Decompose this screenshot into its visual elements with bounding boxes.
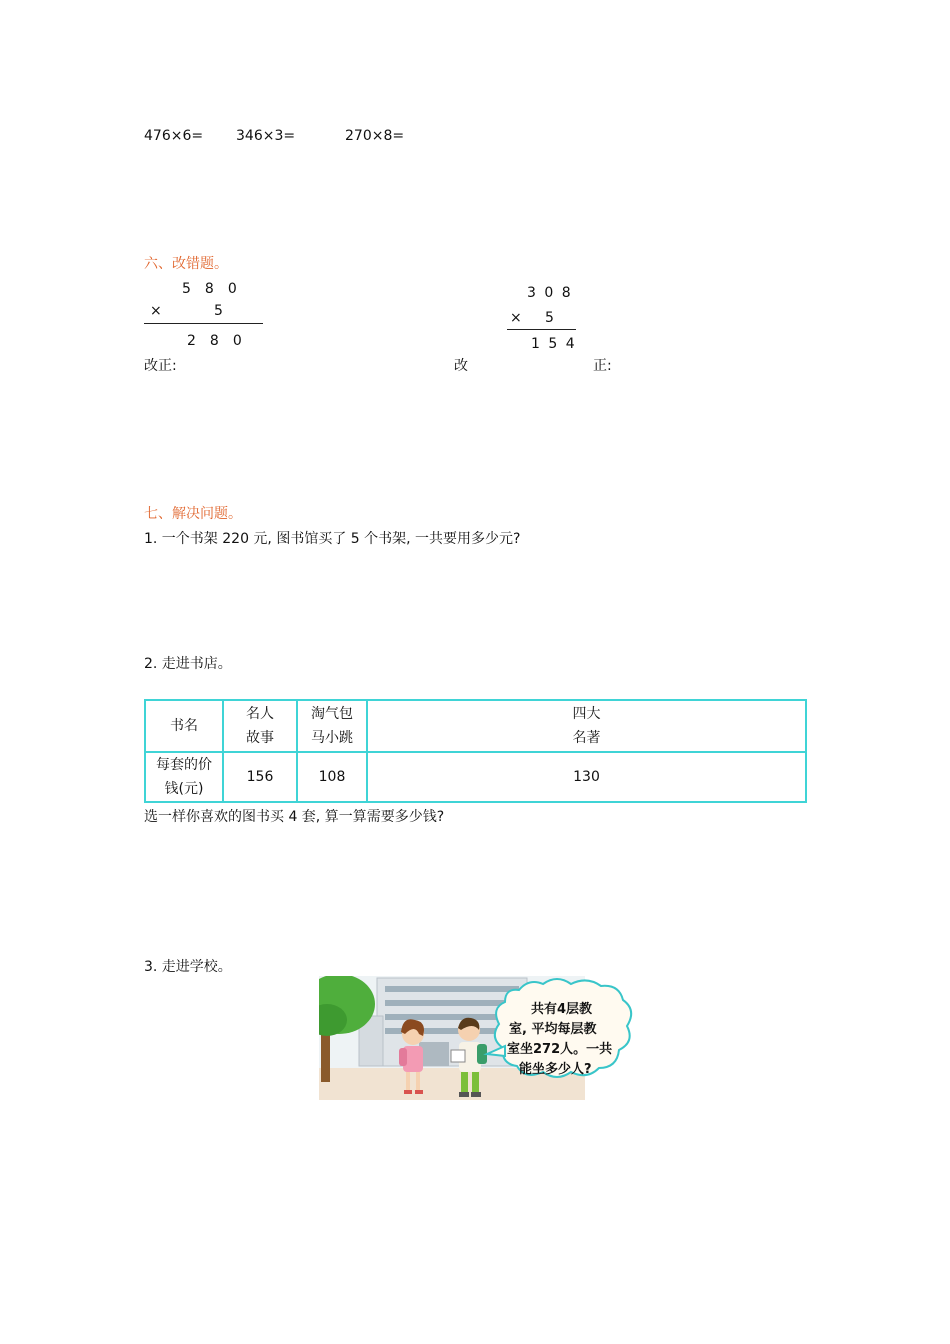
header-col-2 (297, 700, 367, 752)
p2-result: 1 5 4 (531, 336, 577, 352)
header-col-3 (367, 700, 806, 752)
p2-result-line (507, 329, 576, 330)
header-col-1 (223, 700, 297, 752)
p2-multiplier: 5 (545, 310, 554, 326)
row-price-label-line-2: 钱(元) (164, 781, 204, 797)
table-header-row (145, 700, 806, 752)
question-2: 2. 走进书店。 (144, 656, 232, 672)
p1-times-sign: × (150, 303, 162, 319)
header-col-2-line-2: 马小跳 (311, 730, 353, 746)
calc-item-3: 270×8= (345, 128, 405, 144)
header-col-3-line-2: 名著 (572, 730, 601, 746)
p2-times-sign: × (510, 310, 522, 326)
calc-item-2: 346×3= (236, 128, 296, 144)
header-col-1-line-2: 故事 (246, 730, 274, 746)
price-col-2: 108 (297, 752, 367, 802)
header-col-2-line-1: 淘气包 (311, 706, 353, 722)
bubble-line-4: 能坐多少人? (519, 1062, 592, 1077)
row-price-label-line-1: 每套的价 (156, 757, 212, 773)
p1-top-number: 5 8 0 (182, 281, 237, 297)
p2-fix-label-a: 改 (454, 358, 468, 374)
bubble-line-1: 共有4层教 (531, 1002, 593, 1017)
table-row (145, 752, 806, 802)
price-col-1: 156 (223, 752, 297, 802)
row-price-label (145, 752, 223, 802)
p2-top-number: 3 0 8 (527, 285, 573, 301)
school-illustration (319, 976, 635, 1100)
book-price-table (144, 699, 807, 803)
question-1: 1. 一个书架 220 元, 图书馆买了 5 个书架, 一共要用多少元? (144, 531, 521, 547)
p1-multiplier: 5 (214, 303, 223, 319)
p2-fix-label-b: 正: (593, 358, 612, 374)
bubble-line-2: 室, 平均每层教 (509, 1022, 597, 1037)
calc-item-1: 476×6= (144, 128, 204, 144)
header-book-name: 书名 (145, 700, 223, 752)
header-col-1-line-1: 名人 (246, 706, 274, 722)
header-col-3-line-1: 四大 (572, 706, 601, 722)
p1-result: 2 8 0 (187, 333, 242, 349)
p1-fix-label: 改正: (144, 358, 177, 374)
section-6-title: 六、改错题。 (144, 256, 228, 272)
bubble-line-3: 室坐272人。一共 (507, 1042, 613, 1057)
p1-result-line (144, 323, 263, 324)
question-2-prompt: 选一样你喜欢的图书买 4 套, 算一算需要多少钱? (144, 809, 445, 825)
section-7-title: 七、解决问题。 (144, 506, 242, 522)
question-3: 3. 走进学校。 (144, 959, 232, 975)
price-col-3: 130 (367, 752, 806, 802)
